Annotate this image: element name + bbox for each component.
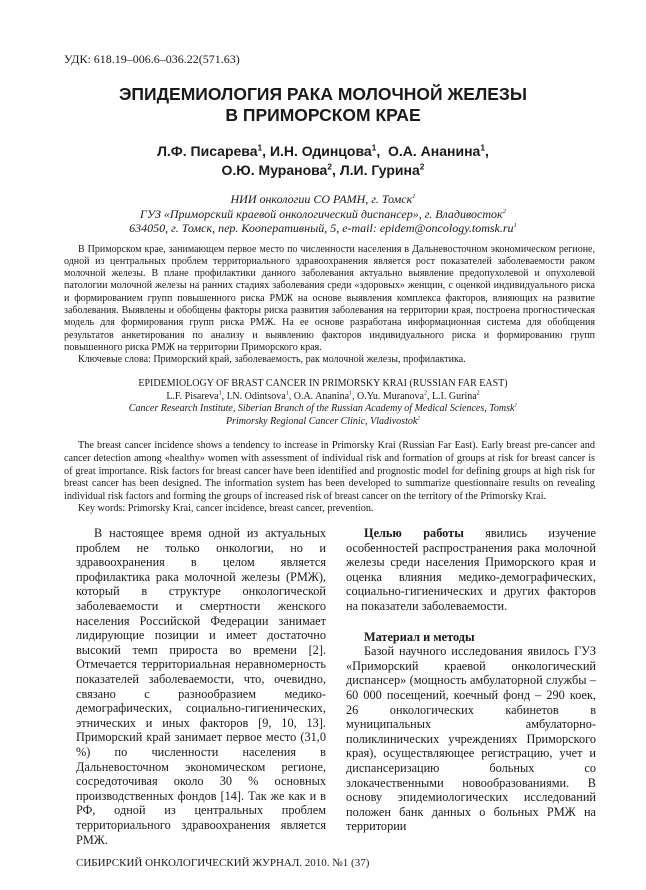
author: И.Н. Одинцова$^1$ (269, 142, 377, 159)
keywords-en: Key words: Primorsky Krai, cancer incidence, breast cancer, prevention. (78, 503, 374, 515)
udk-code: УДК: 618.19–006.6–036.22(571.63) (64, 52, 240, 66)
aim-paragraph: Целью работы явились изучение особенностей распространения рака молочной железы среди населения Приморского края и оценка влияния медико-демографических, социально-гигиенических и других факторов на показатели заболеваемости. (346, 526, 596, 613)
abstract-ru (64, 244, 595, 367)
author: Л.И. Гурина$^2$ (339, 161, 425, 178)
body-columns (76, 526, 646, 847)
abstract-en (64, 440, 595, 516)
keywords-ru: Ключевые слова: Приморский край, заболеваемость, рак молочной железы, профилактика. (78, 354, 466, 366)
english-affiliation: Primorsky Regional Cancer Clinic, Vladivostok$^2$ (225, 415, 421, 427)
title-line: ЭПИДЕМИОЛОГИЯ РАКА МОЛОЧНОЙ ЖЕЛЕЗЫ (118, 84, 528, 104)
intro-paragraph: В настоящее время одной из актуальных проблем не только онкологии, но и здравоохранения в целом является профилактика рака молочной железы (РМЖ), который в структуре онкологической заболеваемости и смертности женского населения Российской Федерации занимает лидирующие позиции и имеет достаточно высокий темп прироста во времени [2]. Отмечается территориальная неравномерность показателей заболеваемости, что, очевидно, связано с разнообразием медико-демографических, социально-гигиенических, этнических и иных факторов [9, 10, 13]. Приморский край занимает первое место (31,0 %) по численности населения в Дальневосточном экономическом регионе, сосредоточивая около 30 % основных производственных фондов [14]. Так же как и в РФ, одной из центральных проблем территориального здравоохранения является РМЖ. (76, 526, 326, 847)
author: Л.Ф. Писарева$^1$ (157, 142, 263, 159)
article-title (0, 84, 646, 126)
authors: Л.Ф. Писарева$^1$, И.Н. Одинцова$^1$, О.А. Ананина$^1$, О.Ю. Муранова$^2$, Л.И. Гурина$^2$ (157, 142, 489, 178)
methods-paragraph: Базой научного исследования явилось ГУЗ «Приморский краевой онкологический диспансер» (мощность амбулаторной службы – 60 000 посещений, коечный фонд – 290 коек, 26 онкологических кабинетов в муниципальных амбулаторно-поликлинических учреждениях Приморского края), осуществляющее регистрацию, учет и диспансеризацию больных со злокачественными новообразованиями. В основу эпидемиологических исследований положен банк данных о больных РМЖ на территории (346, 644, 596, 834)
english-title: EPIDEMIOLOGY OF BRAST CANCER IN PRIMORSKY KRAI (RUSSIAN FAR EAST) (138, 378, 508, 390)
english-affiliation: Cancer Research Institute, Siberian Branch of the Russian Academy of Medical Sciences, Tomsk$^1$ (128, 403, 518, 415)
journal-footer: СИБИРСКИЙ ОНКОЛОГИЧЕСКИЙ ЖУРНАЛ. 2010. №1 (37) (76, 857, 370, 870)
column-right (346, 526, 596, 834)
author: О.А. Ананина$^1$ (388, 142, 485, 159)
author: О.Ю. Муранова$^2$ (221, 161, 333, 178)
affiliations (0, 192, 646, 236)
affiliation: НИИ онкологии СО РАМН, г. Томск$^1$ (230, 192, 416, 206)
english-authors: L.F. Pisareva$^1$, I.N. Odintsova$^1$, O.A. Ananina$^1$, O.Yu. Muranova$^2$, L.I. Gurina$^2$ (166, 390, 480, 402)
column-left (76, 526, 326, 847)
methods-heading: Материал и методы (364, 629, 475, 644)
title-line: В ПРИМОРСКОМ КРАЕ (225, 105, 421, 125)
affiliation: ГУЗ «Приморский краевой онкологический диспансер», г. Владивосток$^2$ (140, 206, 506, 221)
abstract-en-text: The breast cancer incidence shows a tendency to increase in Primorsky Krai (Russian Far East). Early breast pre-cancer and cancer detection among «healthy» women with assessment of individual risk and formation of groups at risk for breast cancer is of great importance. Risk factors for breast cancer have been identified and prognostic model for defining groups at high risk for breast cancer has been designed. The information system has been developed to summarize questionnaire results on revealing individual risk factors and forming the groups of increased risk of breast cancer on the territory of the Primorsky Krai. (64, 440, 595, 502)
abstract-text: В Приморском крае, занимающем первое место по численности населения в Дальневосточном экономическом регионе, одной из центральных проблем территориального здравоохранения является рост показателей заболеваемости раком молочной железы. В плане профилактики данного заболевания актуально выявление предопухолевой и опухолевой патологии молочной железы на ранних стадиях заболевания среди «здоровых» женщин, с оценкой индивидуального риска и формированием групп повышенного риска РМЖ на основе выявления комплекса факторов, влияющих на развитие заболевания. Выявлены и обобщены факторы риска развития заболевания на территории края, построена прогностическая модель для формирования групп риска РМЖ. На ее основе разработана информационная система для обобщения результатов анкетирования по анализу и выявлению факторов индивидуального риска и формированию групп повышенного риска РМЖ на территории Приморского края. (64, 243, 595, 353)
affiliation: 634050, г. Томск, пер. Кооперативный, 5, e-mail: $epidem@oncology.tomsk.ru^1$ (129, 221, 517, 235)
english-header (0, 378, 646, 428)
